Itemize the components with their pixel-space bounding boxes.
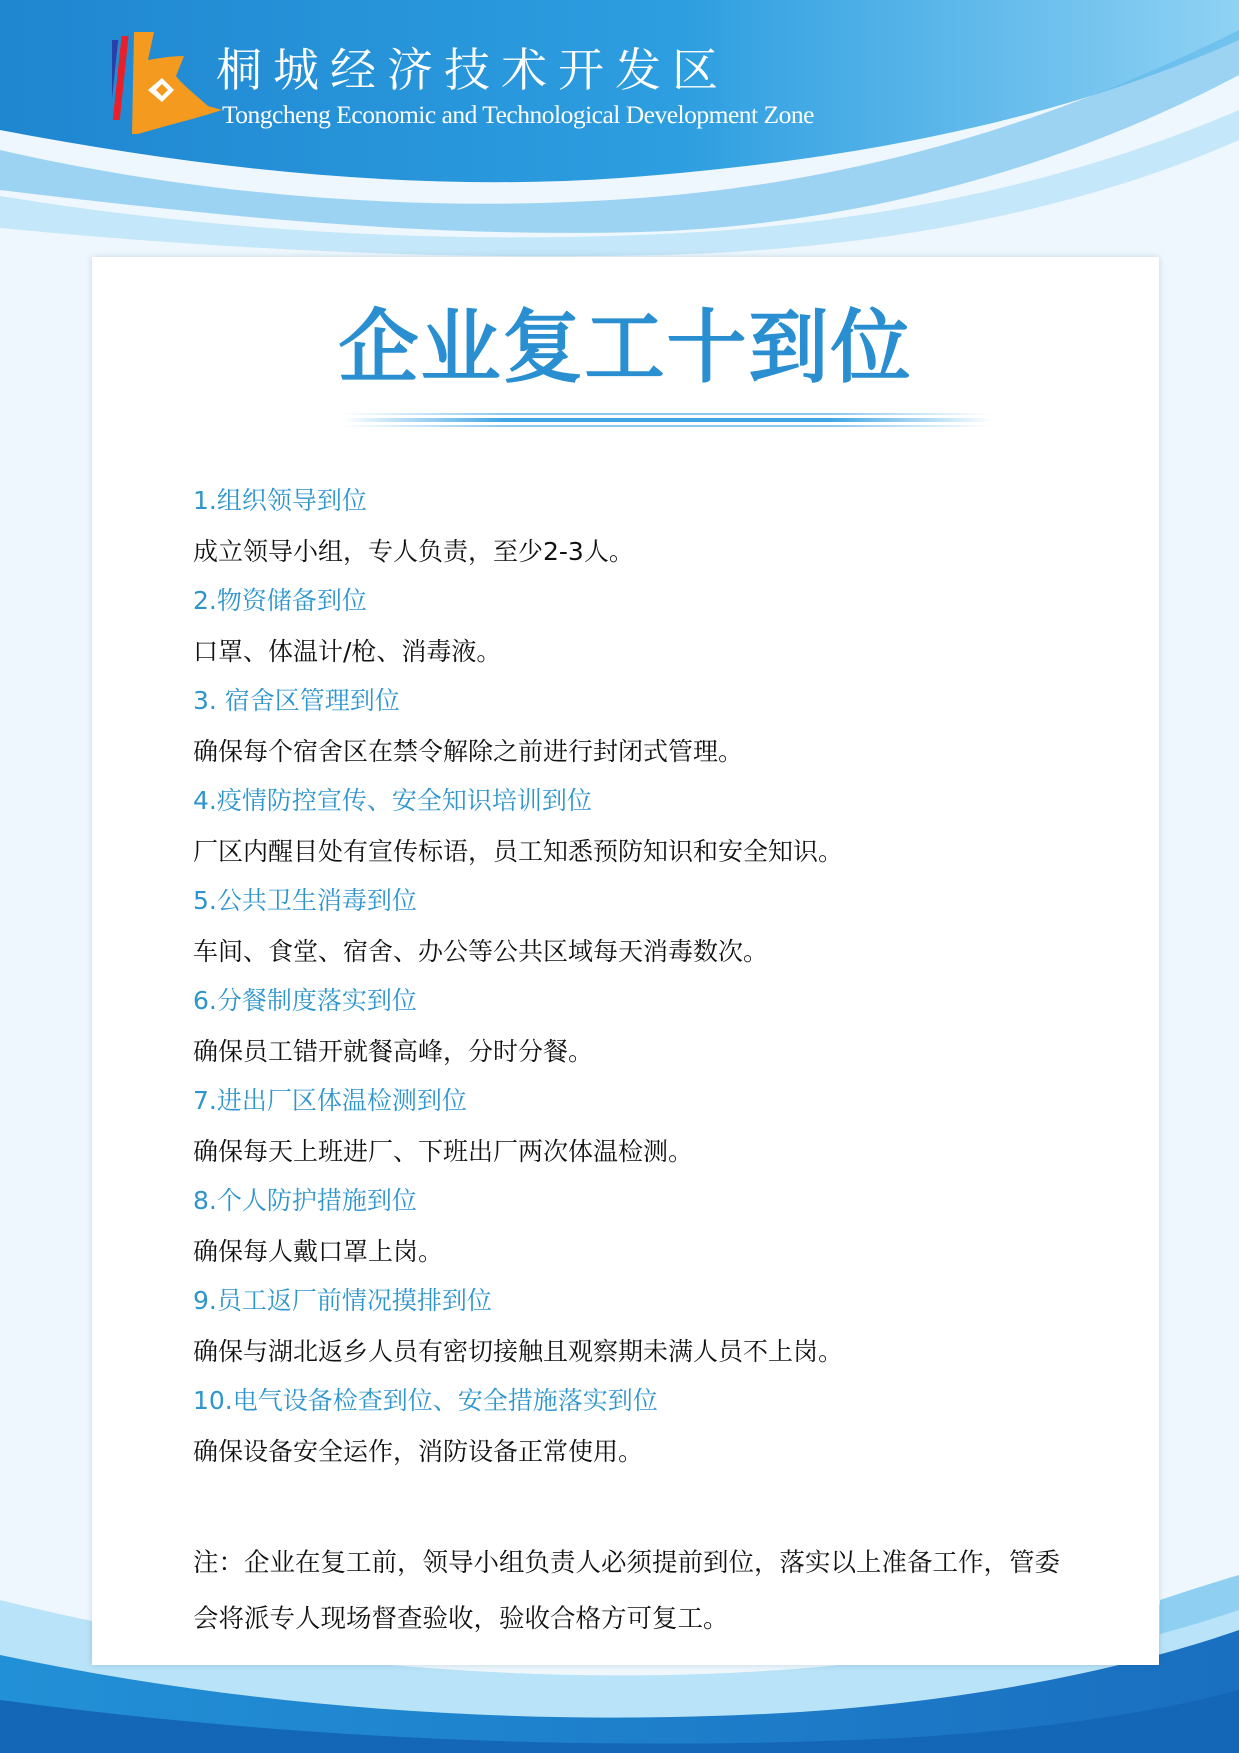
- org-name-english: Tongcheng Economic and Technological Development Zone: [222, 100, 814, 129]
- item-heading: 5.公共卫生消毒到位: [193, 886, 417, 915]
- list-item: [193, 1384, 1093, 1469]
- item-description: 确保每个宿舍区在禁令解除之前进行封闭式管理。: [193, 737, 744, 766]
- item-heading: 1.组织领导到位: [193, 486, 367, 515]
- item-heading: 2.物资储备到位: [193, 586, 367, 615]
- list-item: [193, 684, 1093, 769]
- item-description: 成立领导小组，专人负责，至少2-3人。: [193, 537, 634, 566]
- footnote: 注：企业在复工前，领导小组负责人必须提前到位，落实以上准备工作，管委会将派专人现场督查验收，验收合格方可复工。: [193, 1548, 1061, 1634]
- title-divider: [342, 413, 992, 427]
- list-item: [193, 1084, 1093, 1169]
- notice-card: [92, 257, 1159, 1665]
- list-item: [193, 1284, 1093, 1369]
- item-heading: 7.进出厂区体温检测到位: [193, 1086, 467, 1115]
- item-heading: 9.员工返厂前情况摸排到位: [193, 1286, 492, 1315]
- item-description: 确保员工错开就餐高峰，分时分餐。: [193, 1037, 594, 1066]
- org-name-chinese: 桐城经济技术开发区: [216, 43, 729, 97]
- item-description: 确保每天上班进厂、下班出厂两次体温检测。: [193, 1137, 694, 1166]
- list-item: [193, 584, 1093, 669]
- item-description: 确保与湖北返乡人员有密切接触且观察期未满人员不上岗。: [193, 1337, 844, 1366]
- item-description: 确保每人戴口罩上岗。: [193, 1237, 444, 1266]
- item-description: 厂区内醒目处有宣传标语，员工知悉预防知识和安全知识。: [193, 837, 844, 866]
- item-heading: 10.电气设备检查到位、安全措施落实到位: [193, 1386, 658, 1415]
- zone-logo-icon: [112, 32, 222, 136]
- item-heading: 6.分餐制度落实到位: [193, 986, 417, 1015]
- list-item: [193, 484, 1093, 569]
- item-heading: 4.疫情防控宣传、安全知识培训到位: [193, 786, 592, 815]
- item-description: 口罩、体温计/枪、消毒液。: [193, 637, 502, 666]
- item-heading: 3. 宿舍区管理到位: [193, 686, 400, 715]
- measures-list: [193, 484, 1093, 1484]
- notice-title: 企业复工十到位: [338, 300, 913, 394]
- item-description: 确保设备安全运作，消防设备正常使用。: [193, 1437, 644, 1466]
- list-item: [193, 984, 1093, 1069]
- list-item: [193, 884, 1093, 969]
- item-heading: 8.个人防护措施到位: [193, 1186, 417, 1215]
- list-item: [193, 784, 1093, 869]
- list-item: [193, 1184, 1093, 1269]
- item-description: 车间、食堂、宿舍、办公等公共区域每天消毒数次。: [193, 937, 769, 966]
